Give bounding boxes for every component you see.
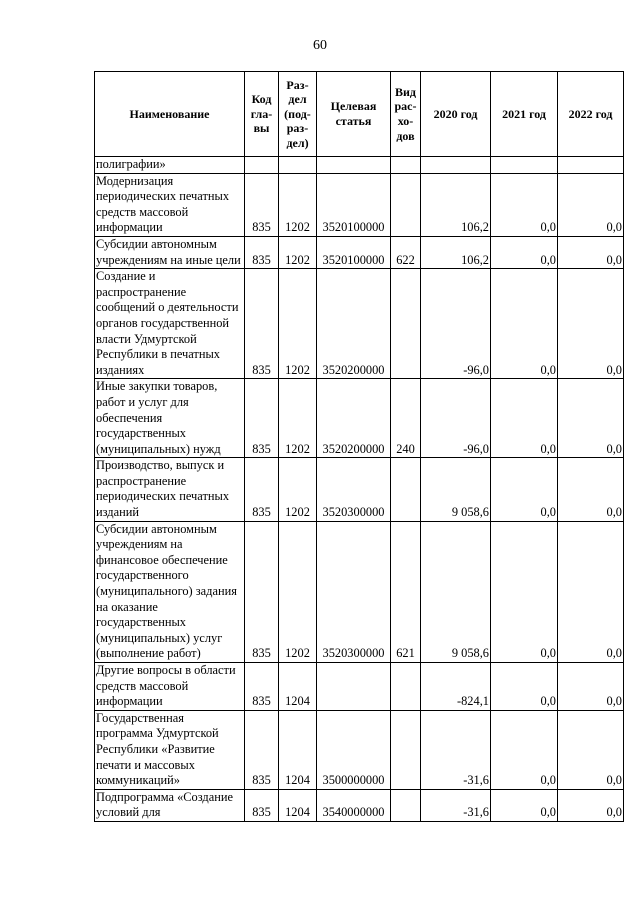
header-expense: Вид рас- хо- дов bbox=[391, 72, 421, 157]
table-row bbox=[95, 789, 624, 821]
cell-y2022: 0,0 bbox=[558, 710, 624, 789]
cell-y2020: -824,1 bbox=[421, 663, 491, 711]
cell-section bbox=[279, 157, 317, 174]
cell-code: 835 bbox=[245, 789, 279, 821]
cell-y2022: 0,0 bbox=[558, 663, 624, 711]
cell-expense: 240 bbox=[391, 379, 421, 458]
cell-name: полиграфии» bbox=[95, 157, 245, 174]
cell-section: 1204 bbox=[279, 710, 317, 789]
cell-y2020: -31,6 bbox=[421, 710, 491, 789]
cell-section: 1202 bbox=[279, 379, 317, 458]
cell-target: 3520200000 bbox=[317, 379, 391, 458]
table-row bbox=[95, 710, 624, 789]
table-row bbox=[95, 269, 624, 379]
cell-y2020: 106,2 bbox=[421, 173, 491, 236]
header-target: Целевая статья bbox=[317, 72, 391, 157]
cell-expense bbox=[391, 269, 421, 379]
cell-y2020: -96,0 bbox=[421, 379, 491, 458]
table-row bbox=[95, 458, 624, 521]
cell-expense bbox=[391, 710, 421, 789]
header-2021: 2021 год bbox=[491, 72, 558, 157]
cell-y2022: 0,0 bbox=[558, 789, 624, 821]
cell-y2021: 0,0 bbox=[491, 521, 558, 662]
cell-target: 3520300000 bbox=[317, 521, 391, 662]
cell-section: 1202 bbox=[279, 269, 317, 379]
cell-target: 3520100000 bbox=[317, 173, 391, 236]
cell-name: Подпрограмма «Создание условий для bbox=[95, 789, 245, 821]
cell-y2022 bbox=[558, 157, 624, 174]
cell-name: Производство, выпуск и распространение периодических печатных изданий bbox=[95, 458, 245, 521]
cell-section: 1202 bbox=[279, 521, 317, 662]
cell-target bbox=[317, 157, 391, 174]
cell-y2022: 0,0 bbox=[558, 173, 624, 236]
cell-y2020: -31,6 bbox=[421, 789, 491, 821]
table-row bbox=[95, 521, 624, 662]
cell-code: 835 bbox=[245, 710, 279, 789]
header-code: Код гла- вы bbox=[245, 72, 279, 157]
cell-section: 1204 bbox=[279, 789, 317, 821]
cell-y2022: 0,0 bbox=[558, 236, 624, 268]
page-number: 60 bbox=[313, 38, 327, 53]
cell-y2022: 0,0 bbox=[558, 521, 624, 662]
cell-expense bbox=[391, 173, 421, 236]
cell-target: 3500000000 bbox=[317, 710, 391, 789]
cell-code: 835 bbox=[245, 521, 279, 662]
cell-expense bbox=[391, 157, 421, 174]
header-2020: 2020 год bbox=[421, 72, 491, 157]
cell-code: 835 bbox=[245, 173, 279, 236]
cell-y2021: 0,0 bbox=[491, 710, 558, 789]
cell-target: 3520300000 bbox=[317, 458, 391, 521]
cell-section: 1204 bbox=[279, 663, 317, 711]
cell-code: 835 bbox=[245, 269, 279, 379]
cell-y2021: 0,0 bbox=[491, 789, 558, 821]
cell-y2020: 9 058,6 bbox=[421, 458, 491, 521]
cell-y2021: 0,0 bbox=[491, 458, 558, 521]
budget-table bbox=[94, 71, 624, 822]
cell-name: Субсидии автономным учреждениям на финансовое обеспечение государственного (муниципального) задания на оказание государственных (муниципальных) услуг (выполнение работ) bbox=[95, 521, 245, 662]
cell-code bbox=[245, 157, 279, 174]
cell-target: 3540000000 bbox=[317, 789, 391, 821]
cell-y2020: 106,2 bbox=[421, 236, 491, 268]
cell-y2021: 0,0 bbox=[491, 379, 558, 458]
cell-y2021 bbox=[491, 157, 558, 174]
cell-name: Другие вопросы в области средств массовой информации bbox=[95, 663, 245, 711]
cell-y2022: 0,0 bbox=[558, 458, 624, 521]
table-row bbox=[95, 663, 624, 711]
header-name: Наименование bbox=[95, 72, 245, 157]
cell-code: 835 bbox=[245, 379, 279, 458]
table-row bbox=[95, 236, 624, 268]
cell-section: 1202 bbox=[279, 458, 317, 521]
cell-y2021: 0,0 bbox=[491, 173, 558, 236]
cell-y2021: 0,0 bbox=[491, 236, 558, 268]
cell-section: 1202 bbox=[279, 236, 317, 268]
cell-expense bbox=[391, 789, 421, 821]
table-header-row bbox=[95, 72, 624, 157]
cell-target: 3520100000 bbox=[317, 236, 391, 268]
cell-expense: 621 bbox=[391, 521, 421, 662]
cell-y2020: -96,0 bbox=[421, 269, 491, 379]
cell-y2022: 0,0 bbox=[558, 269, 624, 379]
cell-y2020 bbox=[421, 157, 491, 174]
cell-target bbox=[317, 663, 391, 711]
cell-name: Иные закупки товаров, работ и услуг для обеспечения государственных (муниципальных) нужд bbox=[95, 379, 245, 458]
table-row bbox=[95, 157, 624, 174]
cell-name: Создание и распространение сообщений о деятельности органов государственной власти Удмуртской Республики в печатных изданиях bbox=[95, 269, 245, 379]
header-section: Раз- дел (под- раз- дел) bbox=[279, 72, 317, 157]
cell-name: Модернизация периодических печатных средств массовой информации bbox=[95, 173, 245, 236]
cell-y2020: 9 058,6 bbox=[421, 521, 491, 662]
table-row bbox=[95, 173, 624, 236]
cell-expense bbox=[391, 663, 421, 711]
table-row bbox=[95, 379, 624, 458]
cell-expense bbox=[391, 458, 421, 521]
header-2022: 2022 год bbox=[558, 72, 624, 157]
cell-expense: 622 bbox=[391, 236, 421, 268]
cell-name: Субсидии автономным учреждениям на иные цели bbox=[95, 236, 245, 268]
cell-code: 835 bbox=[245, 458, 279, 521]
cell-y2021: 0,0 bbox=[491, 663, 558, 711]
cell-name: Государственная программа Удмуртской Республики «Развитие печати и массовых коммуникаций» bbox=[95, 710, 245, 789]
cell-y2021: 0,0 bbox=[491, 269, 558, 379]
cell-target: 3520200000 bbox=[317, 269, 391, 379]
cell-code: 835 bbox=[245, 236, 279, 268]
cell-y2022: 0,0 bbox=[558, 379, 624, 458]
cell-code: 835 bbox=[245, 663, 279, 711]
cell-section: 1202 bbox=[279, 173, 317, 236]
